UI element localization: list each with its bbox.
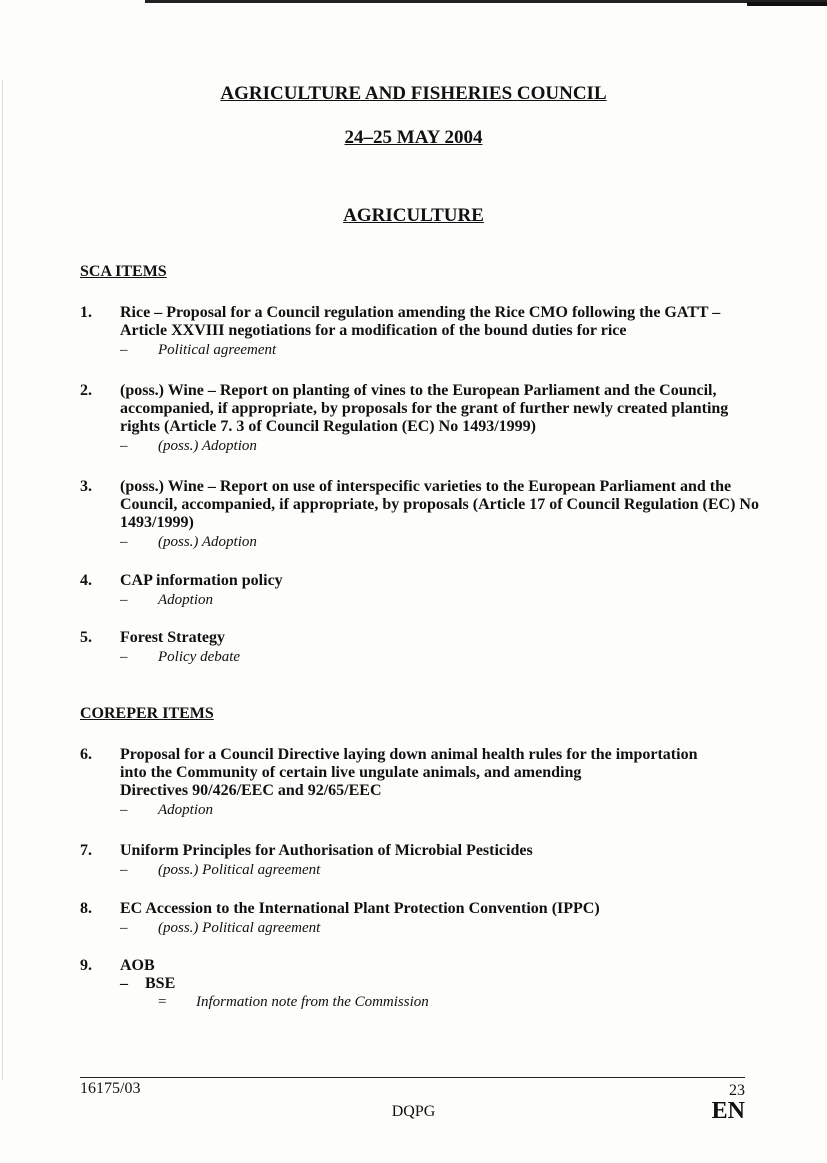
agenda-item — [80, 629, 770, 666]
item-number: 9. — [80, 957, 92, 974]
item-title: AOB — [120, 957, 155, 974]
item-action: – Political agreement — [120, 342, 277, 358]
item-note: = Information note from the Commission — [158, 994, 429, 1010]
item-number: 8. — [80, 900, 92, 917]
top-rule — [145, 0, 827, 3]
page-number: 23 — [729, 1082, 745, 1099]
item-title: (poss.) Wine – Report on use of interspecific varieties to the European Parliament and the Council, accompanied, if appropriate, by proposals (Article 17 of Council Regulation (EC) No 1493/1999) — [120, 478, 759, 531]
item-number: 2. — [80, 382, 92, 399]
item-action: – (poss.) Adoption — [120, 438, 257, 454]
department-code: DQPG — [391, 1103, 436, 1120]
item-number: 7. — [80, 842, 92, 859]
item-action: – (poss.) Political agreement — [120, 862, 321, 878]
item-title: (poss.) Wine – Report on planting of vines to the European Parliament and the Council, accompanied, if appropriate, by proposals for the grant of further newly created planting rights (Article 7. 3 of Council Regulation (EC) No 1493/1999) — [120, 382, 729, 435]
agenda-item — [80, 746, 770, 819]
item-title-line: into the Community of certain live ungulate animals, and amending — [120, 764, 582, 781]
item-action: – Adoption — [120, 592, 213, 608]
item-title: Rice – Proposal for a Council regulation amending the Rice CMO following the GATT – Article XXVIII negotiations for a modification of the bound duties for rice — [120, 304, 721, 339]
item-action: – (poss.) Political agreement — [120, 920, 321, 936]
scan-edge — [2, 80, 3, 1080]
item-title: EC Accession to the International Plant Protection Convention (IPPC) — [120, 900, 600, 917]
item-title: Forest Strategy — [120, 629, 225, 646]
agenda-item — [80, 842, 770, 879]
document-reference: 16175/03 — [80, 1080, 141, 1097]
top-rule-mark — [747, 2, 827, 6]
language-code: EN — [711, 1098, 745, 1124]
item-action: – Policy debate — [120, 649, 241, 665]
topic-heading: AGRICULTURE — [343, 205, 484, 226]
item-number: 3. — [80, 478, 92, 495]
item-number: 1. — [80, 304, 92, 321]
meeting-date: 24–25 MAY 2004 — [344, 127, 483, 148]
agenda-item — [80, 957, 770, 1011]
agenda-item — [80, 382, 770, 455]
item-title: Uniform Principles for Authorisation of Microbial Pesticides — [120, 842, 533, 859]
council-title: AGRICULTURE AND FISHERIES COUNCIL — [220, 83, 607, 104]
agenda-item — [80, 572, 770, 609]
item-subpoint: – BSE — [120, 975, 176, 992]
item-action: – Adoption — [120, 802, 213, 818]
item-title-line: Proposal for a Council Directive laying down animal health rules for the importation — [120, 746, 698, 763]
footer-rule — [80, 1077, 745, 1078]
agenda-item — [80, 900, 770, 937]
sca-items-heading: SCA ITEMS — [80, 263, 167, 280]
item-title: CAP information policy — [120, 572, 283, 589]
item-action: – (poss.) Adoption — [120, 534, 257, 550]
agenda-item — [80, 304, 770, 359]
item-title-line: Directives 90/426/EEC and 92/65/EEC — [120, 782, 382, 799]
item-number: 5. — [80, 629, 92, 646]
agenda-item — [80, 478, 770, 551]
item-number: 6. — [80, 746, 92, 763]
coreper-items-heading: COREPER ITEMS — [80, 705, 214, 722]
item-number: 4. — [80, 572, 92, 589]
